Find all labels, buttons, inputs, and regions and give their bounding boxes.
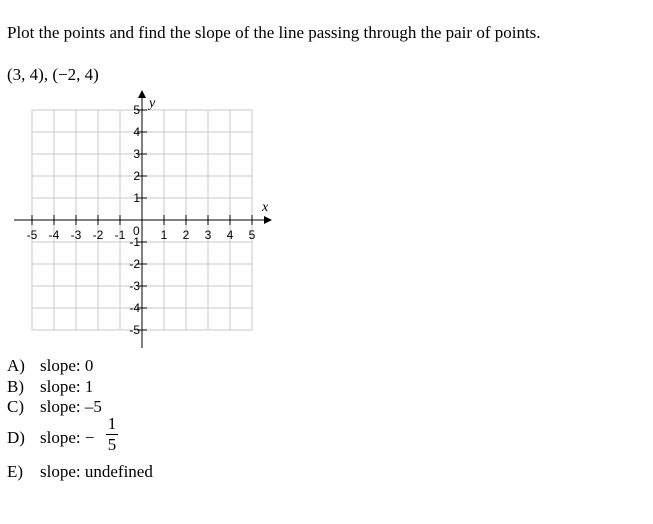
y-tick-label: -2 xyxy=(129,257,140,271)
x-tick-label: -1 xyxy=(114,228,126,242)
option-d[interactable] xyxy=(7,428,94,448)
option-text: slope: –5 xyxy=(40,397,102,416)
y-tick-label: 1 xyxy=(133,191,140,205)
x-tick-label: 5 xyxy=(248,228,256,242)
x-tick-label: 1 xyxy=(160,228,168,242)
x-axis-label: x xyxy=(262,200,269,215)
option-letter: E) xyxy=(7,462,24,481)
option-letter: C) xyxy=(7,397,24,416)
x-tick-label: 4 xyxy=(226,228,234,242)
x-tick-label: 2 xyxy=(182,228,190,242)
y-tick-label: -4 xyxy=(129,301,140,315)
origin-label: 0 xyxy=(133,224,140,238)
option-text: slope: 0 xyxy=(40,356,94,375)
option-letter: D) xyxy=(7,428,25,447)
x-tick-label: 3 xyxy=(204,228,212,242)
question-text: Plot the points and find the slope of the line passing through the pair of points. xyxy=(7,23,541,42)
option-a[interactable] xyxy=(7,356,93,376)
y-tick-label: -5 xyxy=(129,323,140,337)
point-pair: (3, 4), (−2, 4) xyxy=(7,65,99,84)
y-tick-label: -1 xyxy=(129,235,140,249)
option-d-fraction xyxy=(106,415,118,454)
option-text: slope: undefined xyxy=(40,462,153,481)
option-c[interactable] xyxy=(7,397,102,417)
x-axis-arrow-icon xyxy=(264,216,272,224)
y-tick-label: 3 xyxy=(133,147,140,161)
x-tick-label: -5 xyxy=(26,228,38,242)
x-tick-label: -2 xyxy=(92,228,104,242)
option-letter: A) xyxy=(7,356,25,375)
x-tick-label: -3 xyxy=(70,228,82,242)
y-tick-label: 5 xyxy=(133,103,140,117)
y-tick-label: 2 xyxy=(133,169,140,183)
y-axis-label: y xyxy=(149,96,156,111)
y-tick-label: 4 xyxy=(133,125,140,139)
option-b[interactable] xyxy=(7,377,93,397)
option-e[interactable] xyxy=(7,462,153,482)
x-tick-label: -4 xyxy=(48,228,60,242)
axes xyxy=(14,90,272,348)
fraction-numerator: 1 xyxy=(107,414,117,433)
option-text: slope: 1 xyxy=(40,377,94,396)
option-text: slope: − xyxy=(40,428,95,447)
y-tick-label: -3 xyxy=(129,279,140,293)
fraction-denominator: 5 xyxy=(107,435,117,454)
option-letter: B) xyxy=(7,377,24,396)
y-axis-arrow-icon xyxy=(138,90,146,98)
